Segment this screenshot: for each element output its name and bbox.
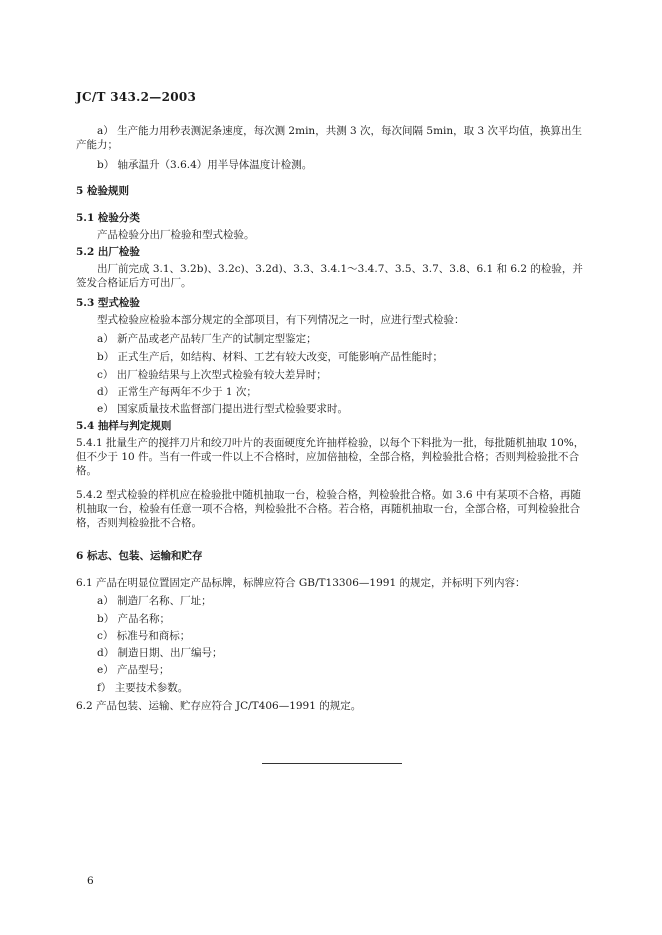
section-5-3-intro: 型式检验应检验本部分规定的全部项目，有下列情况之一时，应进行型式检验： [97,314,465,326]
section-5-3-item-d: d） 正常生产每两年不少于 1 次； [97,386,257,398]
section-5-1-text: 产品检验分出厂检验和型式检验。 [97,229,255,241]
section-5-3-item-e: e） 国家质量技术监督部门提出进行型式检验要求时。 [97,403,349,415]
section-5-3-title: 5.3 型式检验 [76,297,140,309]
standard-code: JC/T 343.2—2003 [76,90,197,104]
section-5-2-text: 出厂前完成 3.1、3.2b)、3.2c)、3.2d)、3.3、3.4.1～3.4.7、3.5、3.7、3.8、6.1 和 6.2 的检验，并签发合格证后方可出厂。 [76,263,583,289]
section-5-4-2-text: 5.4.2 型式检验的样机应在检验批中随机抽取一台，检验合格，判检验批合格。如 3.6 中有某项不合格，再随机抽取一台，检验有任意一项不合格，判检验批不合格。若合格，再随机抽取一台，全部合格，可判检验批合格，否则判检验批不合格。 [76,489,581,529]
section-6-title: 6 标志、包装、运输和贮存 [76,550,203,562]
section-6-1-item-e: e） 产品型号； [97,664,170,676]
item-b-bearing-temp: b） 轴承温升（3.6.4）用半导体温度计检测。 [97,159,313,171]
section-6-1-item-b: b） 产品名称； [97,613,171,625]
section-6-1-item-d: d） 制造日期、出厂编号； [97,647,223,659]
section-5-3-item-a: a） 新产品或老产品转厂生产的试制定型鉴定； [97,333,317,345]
section-5-4-title: 5.4 抽样与判定规则 [76,420,172,432]
item-a-production-capacity: a） 生产能力用秒表测泥条速度，每次测 2min，共测 3 次，每次间隔 5min，取 3 次平均值，换算出生产能力； [76,125,582,151]
section-6-1-item-a: a） 制造厂名称、厂址； [97,595,212,607]
section-5-2-title: 5.2 出厂检验 [76,246,140,258]
section-5-4-1-text: 5.4.1 批量生产的搅拌刀片和绞刀叶片的表面硬度允许抽样检验，以每个下料批为一批，每批随机抽取 10%，但不少于 10 件。当有一件或一件以上不合格时，应加倍抽检，全部合格，判检验批合格；否则判检验批不合格。 [76,437,585,477]
section-5-3-item-b: b） 正式生产后，如结构、材料、工艺有较大改变，可能影响产品性能时； [97,351,444,363]
section-5-3-item-c: c） 出厂检验结果与上次型式检验有较大差异时； [97,369,327,381]
section-6-1-item-c: c） 标准号和商标； [97,630,191,642]
section-6-1-item-f: f） 主要技术参数。 [97,682,189,694]
page-number: 6 [87,875,94,887]
end-rule [262,763,402,764]
section-6-1-text: 6.1 产品在明显位置固定产品标牌，标牌应符合 GB/T13306—1991 的规定，并标明下列内容： [76,577,526,589]
section-6-2-text: 6.2 产品包装、运输、贮存应符合 JC/T406—1991 的规定。 [76,700,362,712]
section-5-title: 5 检验规则 [76,185,129,197]
section-5-1-title: 5.1 检验分类 [76,212,140,224]
